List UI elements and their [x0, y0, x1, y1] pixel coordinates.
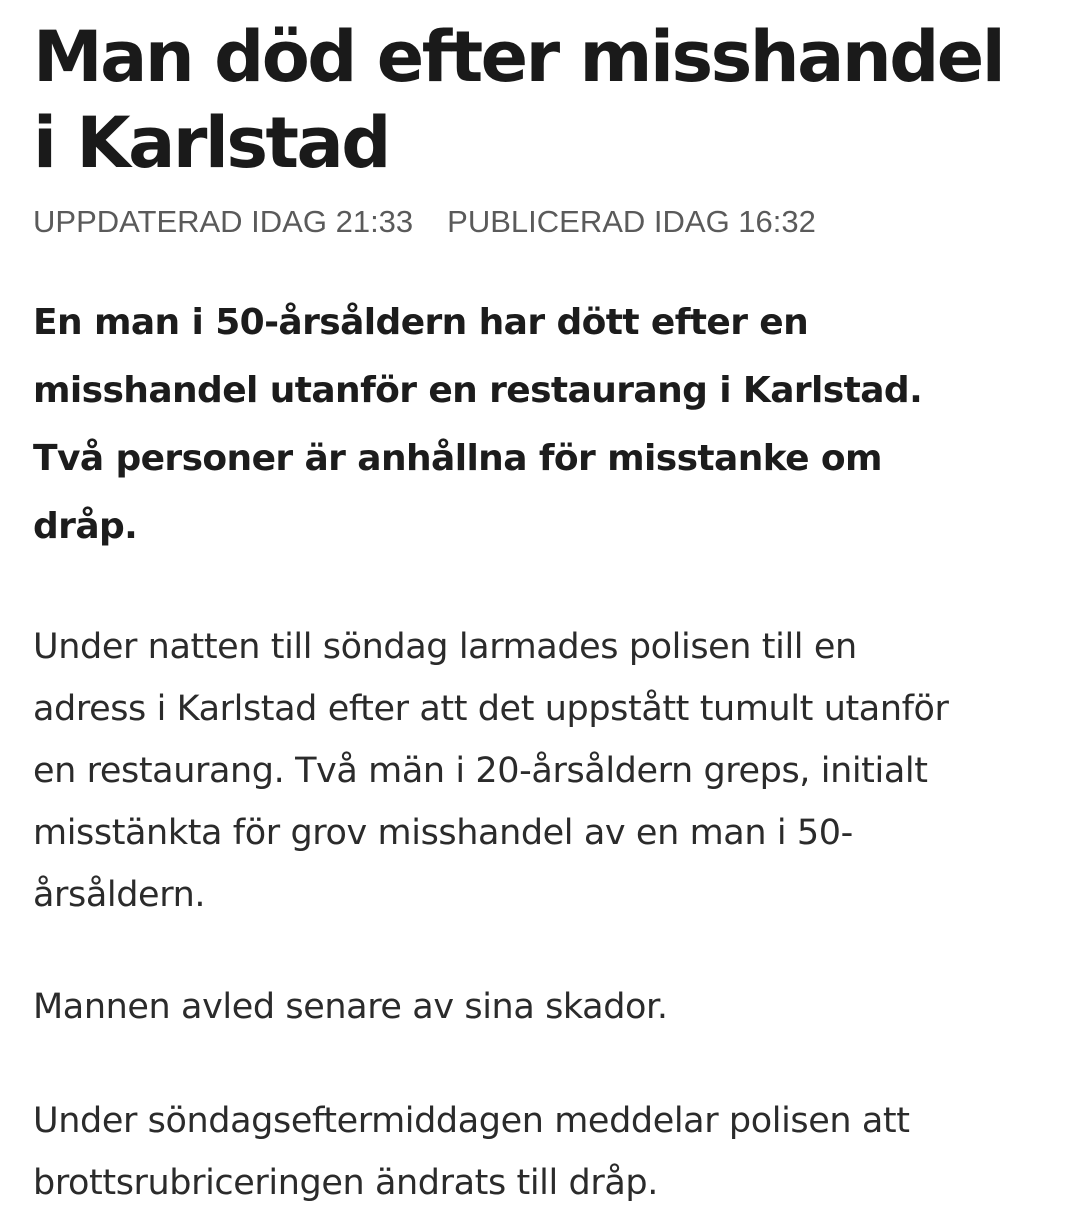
article-lead: [33, 289, 1053, 561]
article: [33, 14, 1053, 1214]
paragraph-line: en restaurang. Två män i 20-årsåldern greps, initialt: [33, 751, 928, 791]
updated-timestamp: UPPDATERAD IDAG 21:33: [33, 204, 414, 239]
paragraph-line: misstänkta för grov misshandel av en man i 50-: [33, 813, 853, 853]
paragraph-line: Under söndagseftermiddagen meddelar polisen att: [33, 1101, 910, 1141]
article-headline: [33, 14, 1053, 186]
lead-line: En man i 50-årsåldern har dött efter en: [33, 302, 809, 343]
headline-line: Man död efter misshandel: [33, 16, 1004, 98]
paragraph-line: brottsrubriceringen ändrats till dråp.: [33, 1163, 658, 1203]
lead-line: dråp.: [33, 506, 138, 547]
body-paragraph: [33, 976, 1053, 1038]
lead-line: misshandel utanför en restaurang i Karlstad.: [33, 370, 923, 411]
headline-line: i Karlstad: [33, 102, 389, 184]
lead-line: Två personer är anhållna för misstanke om: [33, 438, 882, 479]
body-paragraph: [33, 1090, 1053, 1214]
paragraph-line: Mannen avled senare av sina skador.: [33, 987, 668, 1027]
paragraph-line: Under natten till söndag larmades polisen till en: [33, 627, 857, 667]
body-paragraph: [33, 616, 1053, 926]
paragraph-line: årsåldern.: [33, 875, 206, 915]
paragraph-line: adress i Karlstad efter att det uppstått tumult utanför: [33, 689, 949, 729]
published-timestamp: PUBLICERAD IDAG 16:32: [447, 204, 816, 239]
article-meta: [33, 202, 1053, 242]
